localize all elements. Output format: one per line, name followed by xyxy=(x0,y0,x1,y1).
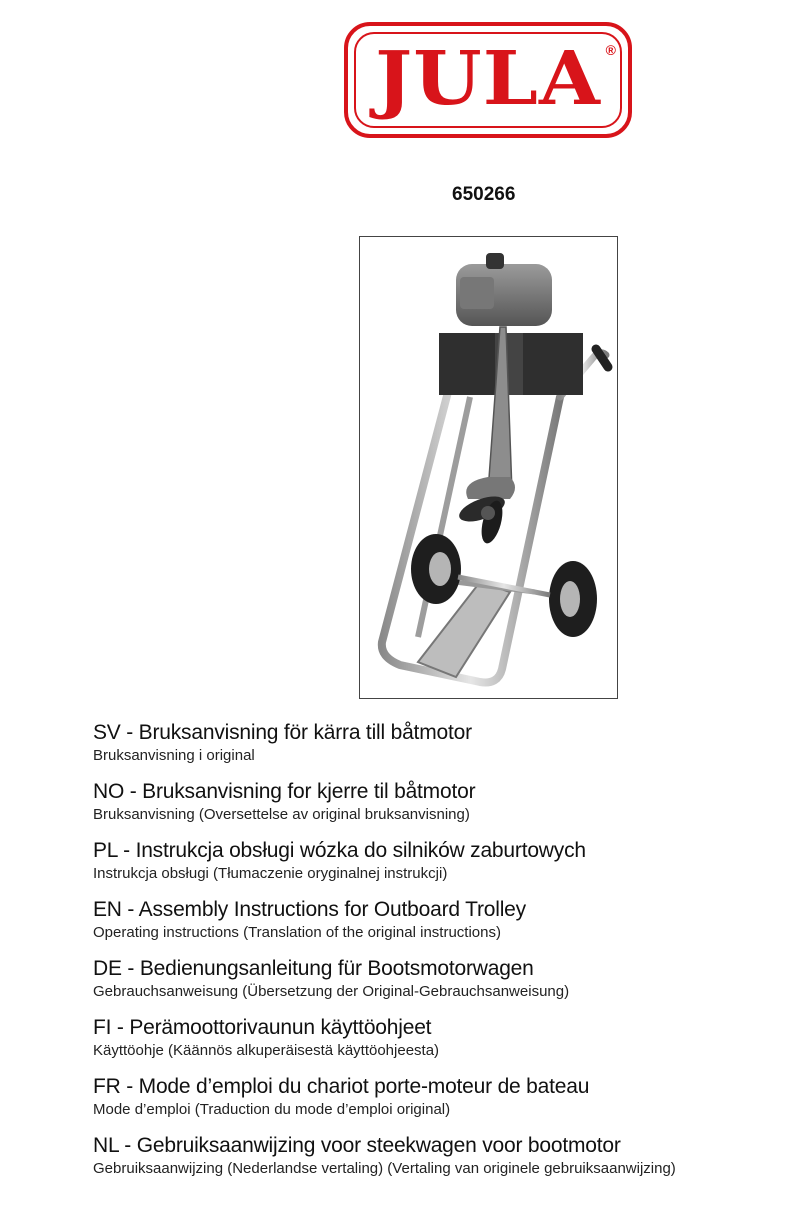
language-title: FR - Mode d’emploi du chariot porte-moteur de bateau xyxy=(93,1075,590,1098)
language-title: SV - Bruksanvisning för kärra till båtmotor xyxy=(93,721,472,744)
language-subtitle: Bruksanvisning i original xyxy=(93,747,255,764)
language-subtitle: Operating instructions (Translation of the original instructions) xyxy=(93,924,501,941)
language-subtitle: Gebrauchsanweisung (Übersetzung der Original-Gebrauchsanweisung) xyxy=(93,983,570,1000)
outboard-motor-trolley-icon xyxy=(360,237,617,698)
language-entry-nl xyxy=(93,1132,793,1178)
language-subtitle: Bruksanvisning (Oversettelse av original bruksanvisning) xyxy=(93,806,470,823)
language-list xyxy=(93,719,793,1191)
language-title: NO - Bruksanvisning for kjerre til båtmotor xyxy=(93,780,476,803)
model-number: 650266 xyxy=(452,184,516,205)
language-title: FI - Perämoottorivaunun käyttöohjeet xyxy=(93,1016,432,1039)
language-entry-sv xyxy=(93,719,793,765)
language-subtitle: Instrukcja obsługi (Tłumaczenie oryginalnej instrukcji) xyxy=(93,865,448,882)
language-title: PL - Instrukcja obsługi wózka do silników zaburtowych xyxy=(93,839,586,862)
language-entry-no xyxy=(93,778,793,824)
language-title: NL - Gebruiksaanwijzing voor steekwagen voor bootmotor xyxy=(93,1134,621,1157)
registered-mark: ® xyxy=(605,42,616,58)
jula-logo xyxy=(344,22,632,138)
language-title: DE - Bedienungsanleitung für Bootsmotorwagen xyxy=(93,957,534,980)
language-subtitle: Mode d’emploi (Traduction du mode d’emploi original) xyxy=(93,1101,451,1118)
language-subtitle: Käyttöohje (Käännös alkuperäisestä käyttöohjeesta) xyxy=(93,1042,440,1059)
language-entry-pl xyxy=(93,837,793,883)
logo-text: JULA xyxy=(375,36,601,122)
language-entry-fr xyxy=(93,1073,793,1119)
language-subtitle: Gebruiksaanwijzing (Nederlandse vertaling) (Vertaling van originele gebruiksaanwijzing) xyxy=(93,1160,676,1177)
language-entry-fi xyxy=(93,1014,793,1060)
language-title: EN - Assembly Instructions for Outboard Trolley xyxy=(93,898,526,921)
language-entry-en xyxy=(93,896,793,942)
product-photo xyxy=(359,236,618,699)
language-entry-de xyxy=(93,955,793,1001)
